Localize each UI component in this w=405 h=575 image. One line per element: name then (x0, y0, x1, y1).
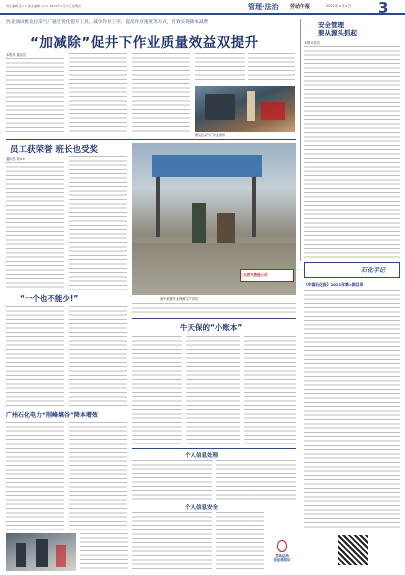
article3-col2 (69, 306, 127, 406)
section-rule-3 (132, 448, 296, 449)
article5-col1 (6, 422, 64, 530)
column-bottom2-right (216, 512, 264, 570)
article5-headline: 广州石化电力“削峰填谷”降本增效 (6, 412, 98, 419)
bottom-photo-text (80, 533, 128, 571)
article3-col1 (6, 306, 64, 406)
page-header (0, 0, 405, 15)
lead-body-col4a (195, 53, 245, 83)
sidebar-byline: 本报评论员 (304, 41, 320, 45)
lead-kicker: 西北油田雅克拉采气厂通过优化提升工具、减少作业工序、提高作业速度等方式，有效实现降本减费 (6, 20, 209, 25)
article4-col2 (186, 336, 240, 444)
lead-photo (195, 86, 295, 132)
bottom-photo (6, 533, 76, 571)
article3-headline: “一个也不能少!” (20, 294, 79, 303)
right-box-header (304, 262, 400, 278)
header-date: 2021年×月×日 (326, 4, 352, 8)
lead-byline: 本报讯 通讯员 (6, 53, 27, 57)
right-box-title: 《中国石化报》2021年第×期目录 (304, 282, 364, 287)
lead-headline: “加减除”促井下作业质量效益双提升 (30, 35, 259, 51)
badge-icon (277, 540, 287, 552)
article4-col3 (244, 336, 296, 444)
header-editor-line: 责任编辑 张×× 美术编辑 ××× 2021年×月×日 星期四 (6, 4, 81, 8)
sidebar-body (304, 46, 400, 260)
column-bottom1-right (216, 460, 296, 500)
section-title: 管理·法治 (248, 3, 279, 11)
lead-body-col4b (248, 53, 295, 83)
section-rule-2 (132, 318, 296, 319)
article2-byline: 通讯员 刘×× (6, 157, 26, 161)
law-badge: 劳动法治 民法典知识 (268, 540, 296, 570)
main-photo-caption-text (132, 303, 296, 315)
lead-body-col2 (69, 53, 127, 134)
lead-photo-caption: 雅克拉采气厂作业现场 (195, 133, 226, 137)
page-number: 3 (378, 0, 389, 17)
right-box-contents (304, 290, 400, 530)
lead-body-col1 (6, 58, 64, 134)
right-box-tag: 石化手记 (361, 267, 386, 274)
article2-col2 (69, 156, 127, 290)
article5-col2 (69, 422, 127, 530)
article2-headline: 员工获荣誉 班长也受奖 (10, 145, 98, 155)
photo-logo: 天然气管道公司 (240, 269, 294, 282)
article2-col1 (6, 162, 64, 290)
sidebar-headline: 安全管理 要从源头抓起 (318, 21, 357, 37)
column-bottom1-left (132, 460, 212, 500)
qr-code (338, 535, 368, 565)
main-photo-caption: 雨中抢修作业保障生产供应 (160, 297, 199, 301)
article4-headline: 牛天保的“小账本” (180, 323, 243, 332)
paper-name: 劳动午报 (290, 4, 311, 10)
section-rule-1 (6, 139, 296, 140)
lead-body-col3 (132, 53, 190, 134)
column-divider (300, 19, 301, 261)
column-bottom2-left (132, 512, 212, 570)
column-bottom1-headline: 个人信息处理 (185, 453, 219, 459)
article4-col1 (132, 336, 182, 444)
main-photo (132, 143, 296, 295)
column-bottom2-headline: 个人信息安全 (185, 505, 219, 511)
